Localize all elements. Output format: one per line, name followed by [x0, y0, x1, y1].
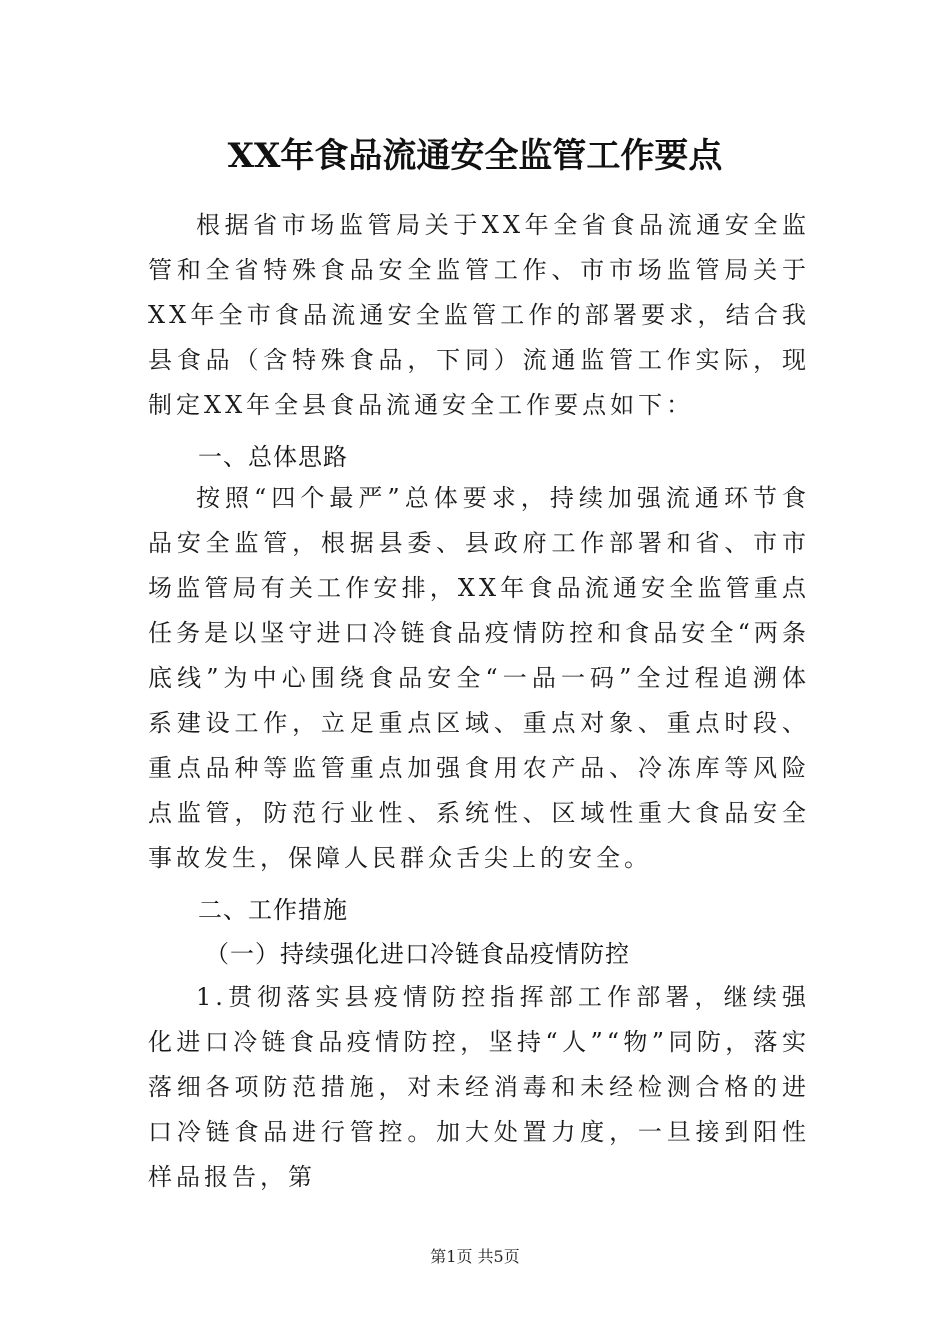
intro-paragraph: 根据省市场监管局关于XX年全省食品流通安全监管和全省特殊食品安全监管工作、市市场监管局关于XX年全市食品流通安全监管工作的部署要求，结合我县食品（含特殊食品，下同）流通监管工作实际，现制定XX年全县食品流通安全工作要点如下：: [148, 211, 810, 419]
document-title: XX年食品流通安全监管工作要点: [227, 136, 723, 176]
section-heading-1: 一、总体思路: [198, 443, 348, 471]
page-footer: 第1页 共5页: [430, 1247, 520, 1266]
section-heading-2: 二、工作措施: [198, 896, 348, 924]
subsection1-item1-paragraph: 1.贯彻落实县疫情防控指挥部工作部署，继续强化进口冷链食品疫情防控，坚持“人”“物”同防，落实落细各项防范措施，对未经消毒和未经检测合格的进口冷链食品进行管控。加大处置力度，一旦接到阳性样品报告，第: [148, 983, 810, 1191]
subsection-heading-1: （一）持续强化进口冷链食品疫情防控: [205, 940, 630, 968]
section1-paragraph: 按照“四个最严”总体要求，持续加强流通环节食品安全监管，根据县委、县政府工作部署和省、市市场监管局有关工作安排，XX年食品流通安全监管重点任务是以坚守进口冷链食品疫情防控和食品安全“两条底线”为中心围绕食品安全“一品一码”全过程追溯体系建设工作，立足重点区域、重点对象、重点时段、重点品种等监管重点加强食用农产品、冷冻库等风险点监管，防范行业性、系统性、区域性重大食品安全事故发生，保障人民群众舌尖上的安全。: [148, 484, 810, 872]
